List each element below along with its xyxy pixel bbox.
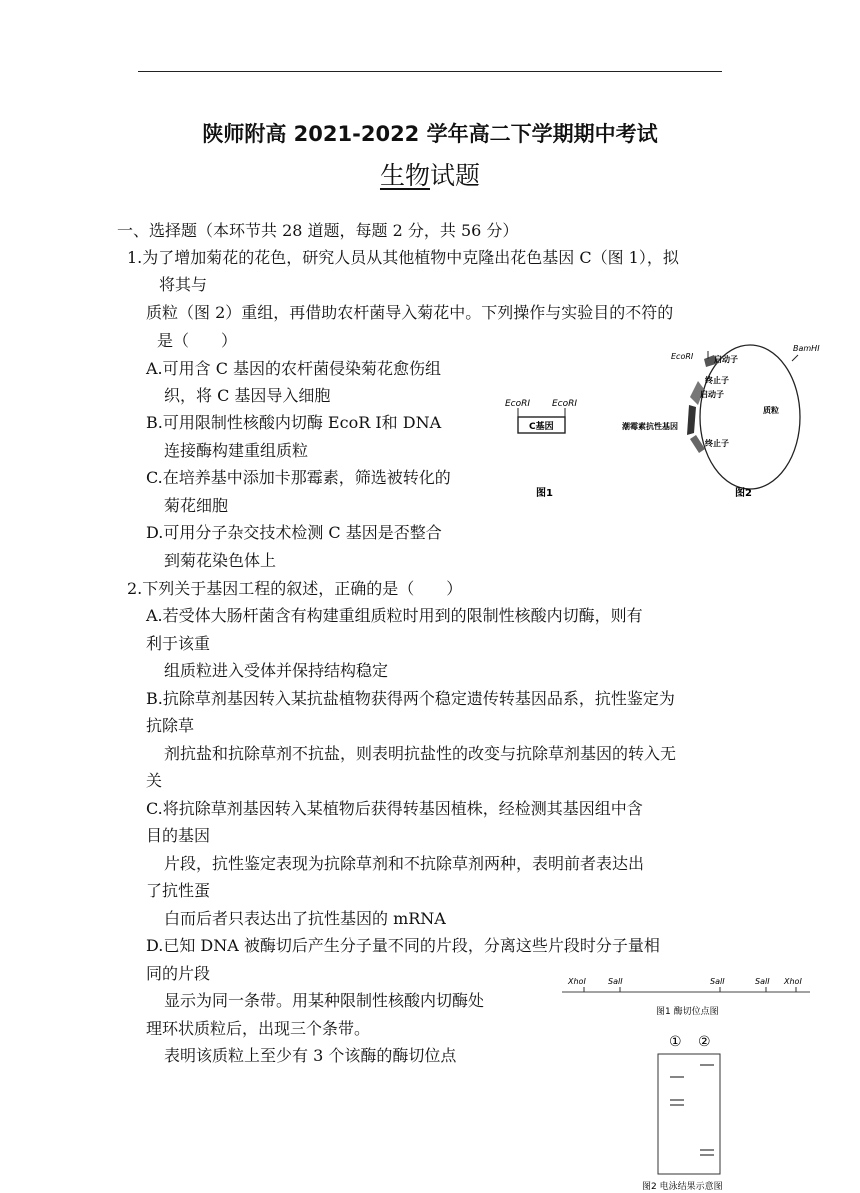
site-xhoi-1: XhoI xyxy=(568,977,586,986)
gel-box xyxy=(658,1054,720,1174)
q2-line-6: 剂抗盐和抗除草剂不抗盐，则表明抗盐性的改变与抗除草剂基因的转入无 xyxy=(164,744,677,763)
fig1-site-right: EcoRI xyxy=(552,399,578,409)
q1-option-b: B.可用限制性核酸内切酶 EcoR Ⅰ和 DNA xyxy=(146,413,442,432)
fig2-label-bamhi: BamHI xyxy=(793,344,820,353)
q2-line-1: A.若受体大肠杆菌含有构建重组质粒时用到的限制性核酸内切酶，则有 xyxy=(146,606,643,625)
q2-line-9: 目的基因 xyxy=(146,826,211,845)
header-rule xyxy=(138,71,722,72)
q1-option-a: A.可用含 C 基因的农杆菌侵染菊花愈伤组 xyxy=(146,359,442,378)
q2-line-2: 利于该重 xyxy=(146,634,211,653)
fig2-label-promoter-2: 启动子 xyxy=(700,390,724,399)
q2-line-7: 关 xyxy=(146,771,163,790)
q1-option-d: D.可用分子杂交技术检测 C 基因是否整合 xyxy=(146,523,442,542)
plasmid-circle xyxy=(700,345,800,489)
section-heading: 一、选择题（本环节共 28 道题，每题 2 分，共 56 分） xyxy=(117,221,519,240)
fig1-gene-label: C基因 xyxy=(529,422,554,432)
q2-line-10: 片段，抗性鉴定表现为抗除草剂和不抗除草剂两种，表明前者表达出 xyxy=(164,854,645,873)
q2-line-17: 表明该质粒上至少有 3 个该酶的酶切位点 xyxy=(164,1046,457,1065)
fig1-site-left: EcoRI xyxy=(505,399,531,409)
site-sali-1: SalI xyxy=(608,977,623,986)
q2-line-12: 白而后者只表达出了抗性基因的 mRNA xyxy=(164,909,446,928)
q2-stem: 2.下列关于基因工程的叙述，正确的是（ ） xyxy=(127,579,463,598)
q1-stem-line-4: 是（ ） xyxy=(157,331,238,350)
q2-line-15: 显示为同一条带。用某种限制性核酸内切酶处 xyxy=(164,991,485,1010)
q1-option-a-cont: 织，将 C 基因导入细胞 xyxy=(164,386,331,405)
fig1-caption: 图1 xyxy=(536,488,553,499)
fig2-label-terminator-1: 终止子 xyxy=(705,376,729,385)
gel-lane-1-label: ① xyxy=(669,1034,682,1050)
gel-caption: 图2 电泳结果示意图 xyxy=(642,1182,723,1192)
subject-name: 生物 xyxy=(379,161,430,190)
gel-figure xyxy=(630,1030,770,1192)
site-sali-3: SalI xyxy=(755,977,770,986)
q2-line-3: 组质粒进入受体并保持结构稳定 xyxy=(164,661,389,680)
q1-option-b-cont: 连接酶构建重组质粒 xyxy=(164,441,309,460)
q1-figure xyxy=(500,335,820,505)
fig2-label-promoter-1: 启动子 xyxy=(714,355,738,364)
site-sali-2: SalI xyxy=(710,977,725,986)
fig2-caption: 图2 xyxy=(735,488,752,499)
q1-option-c-cont: 菊花细胞 xyxy=(164,496,229,515)
q2-line-14: 同的片段 xyxy=(146,964,211,983)
hygromycin-gene-block xyxy=(687,405,696,435)
q1-stem-line-3: 质粒（图 2）重组，再借助农杆菌导入菊花中。下列操作与实验目的不符的 xyxy=(146,303,674,322)
q2-line-11: 了抗性蛋 xyxy=(146,881,211,900)
restriction-map-caption: 图1 酶切位点图 xyxy=(656,1007,719,1017)
q1-option-d-cont: 到菊花染色体上 xyxy=(164,551,277,570)
q1-option-c: C.在培养基中添加卡那霉素，筛选被转化的 xyxy=(146,468,451,487)
fig2-label-plasmid: 质粒 xyxy=(763,406,779,415)
fig2-label-ecori: EcoRI xyxy=(671,352,694,361)
exam-subtitle xyxy=(0,156,860,192)
exam-title: 陕师附高 2021-2022 学年高二下学期期中考试 xyxy=(202,122,658,146)
q2-line-5: 抗除草 xyxy=(146,716,195,735)
q1-stem-line-2: 将其与 xyxy=(159,275,208,294)
q2-line-8: C.将抗除草剂基因转入某植物后获得转基因植株，经检测其基因组中含 xyxy=(146,799,643,818)
q1-stem-line-1: 1.为了增加菊花的花色，研究人员从其他植物中克隆出花色基因 C（图 1），拟 xyxy=(127,248,679,267)
gel-lane-2-label: ② xyxy=(698,1034,711,1050)
q2-line-13: D.已知 DNA 被酶切后产生分子量不同的片段，分离这些片段时分子量相 xyxy=(146,936,660,955)
q2-line-4: B.抗除草剂基因转入某抗盐植物获得两个稳定遗传转基因品系，抗性鉴定为 xyxy=(146,689,675,708)
q2-line-16: 理环状质粒后，出现三个条带。 xyxy=(146,1019,371,1038)
site-xhoi-2: XhoI xyxy=(784,977,802,986)
fig2-label-hygromycin: 潮霉素抗性基因 xyxy=(622,422,678,431)
terminator-block xyxy=(690,435,705,453)
subtitle-suffix: 试题 xyxy=(430,161,481,190)
fig2-label-terminator-2: 终止子 xyxy=(705,439,729,448)
restriction-map-figure xyxy=(560,970,816,1022)
